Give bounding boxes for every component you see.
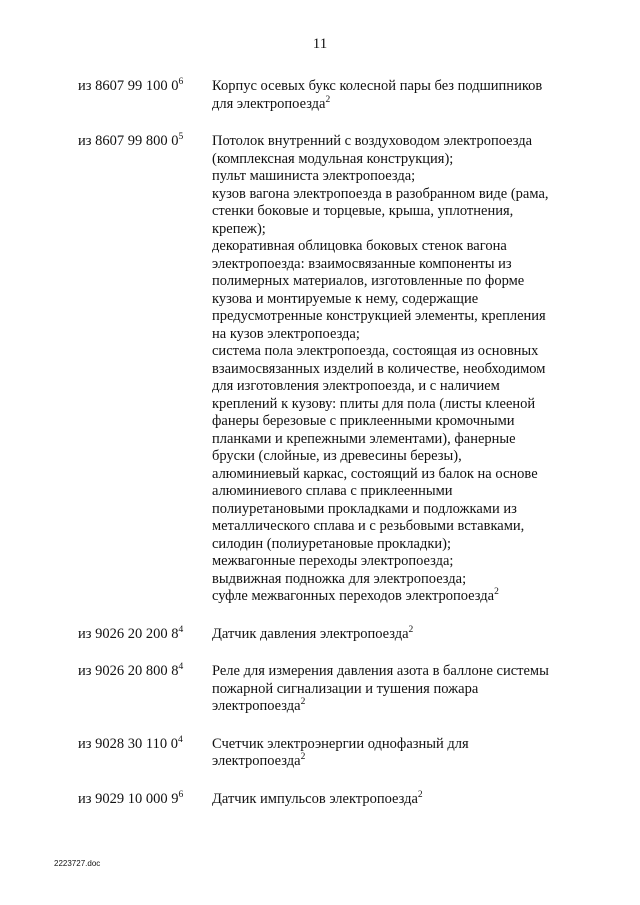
tariff-code: [78, 736, 212, 771]
description-line: [212, 361, 558, 379]
description-line-text: алюминиевый каркас, состоящий из балок на основе: [212, 465, 538, 482]
tariff-entry: [78, 736, 558, 771]
description-line: [212, 448, 558, 466]
description-line: [212, 753, 558, 771]
description-line-text: фанеры березовые с приклеенными кромочными: [212, 413, 515, 429]
description-line-text: креплений к кузову: плиты для пола (листы клееной: [212, 395, 536, 412]
tariff-code-list: [78, 78, 558, 828]
tariff-entry: [78, 663, 558, 716]
description-line-text: Реле для измерения давления азота в баллоне системы: [212, 663, 549, 679]
description-line: [212, 698, 558, 716]
description-line-text: на кузов электропоезда;: [212, 325, 360, 342]
goods-description: [212, 663, 558, 716]
description-line-text: выдвижная подножка для электропоезда;: [212, 570, 467, 587]
tariff-entry: [78, 791, 558, 809]
description-line-text: планками и крепежными элементами), фанерные: [212, 430, 516, 447]
description-line: [212, 291, 558, 309]
description-line: [212, 133, 558, 151]
tariff-code: [78, 791, 212, 809]
tariff-entry: [78, 78, 558, 113]
description-line: [212, 626, 558, 644]
code-footnote-mark: 6: [178, 77, 184, 87]
description-line-text: стенки боковые и торцевые, крыша, уплотнения,: [212, 203, 514, 219]
description-line-text: алюминиевого сплава с приклеенными: [212, 483, 453, 499]
description-line-text: электропоезда: [212, 698, 301, 714]
page-number: 11: [312, 36, 328, 52]
description-line-text: суфле межвагонных переходов электропоезда: [212, 588, 495, 604]
description-line: [212, 791, 558, 809]
description-line-text: электропоезда: [212, 753, 301, 769]
description-line-text: кузов вагона электропоезда в разобранном виде (рама,: [212, 185, 549, 202]
code-footnote-mark: 4: [177, 734, 183, 745]
tariff-code: [78, 78, 212, 113]
description-line: [212, 203, 558, 221]
description-line: [212, 238, 558, 256]
description-line: [212, 663, 558, 681]
description-line-text: кузова и монтируемые к нему, содержащие: [212, 290, 479, 307]
description-line-text: межвагонные переходы электропоезда;: [212, 553, 454, 569]
document-filename: 2223727.doc: [54, 859, 101, 868]
description-line: [212, 151, 558, 169]
tariff-entry: [78, 133, 558, 606]
description-line-text: Счетчик электроэнергии однофазный для: [212, 735, 469, 752]
description-line: [212, 343, 558, 361]
description-line: [212, 168, 558, 186]
description-line-text: декоративная облицовка боковых стенок вагона: [212, 238, 507, 254]
description-line-text: предусмотренные конструкцией элементы, крепления: [212, 308, 546, 324]
description-line-text: для электропоезда: [212, 95, 326, 112]
goods-description: [212, 791, 558, 809]
description-line: [212, 681, 558, 699]
description-line: [212, 588, 558, 606]
description-line: [212, 96, 558, 114]
tariff-code-text: из 9028 30 110 0: [78, 735, 178, 752]
description-footnote-mark: 2: [300, 697, 306, 707]
description-footnote-mark: 2: [300, 752, 306, 762]
description-line: [212, 326, 558, 344]
description-footnote-mark: 2: [417, 789, 423, 800]
description-line: [212, 536, 558, 554]
description-line: [212, 466, 558, 484]
description-line: [212, 396, 558, 414]
description-footnote-mark: 2: [494, 587, 499, 597]
tariff-code-text: из 9026 20 200 8: [78, 625, 179, 642]
tariff-code-text: из 9029 10 000 9: [78, 790, 179, 807]
description-line: [212, 186, 558, 204]
tariff-code-text: из 8607 99 100 0: [78, 78, 179, 94]
description-line: [212, 518, 558, 536]
tariff-code: [78, 133, 212, 606]
description-line-text: Датчик импульсов электропоезда: [212, 790, 418, 807]
description-line: [212, 256, 558, 274]
code-footnote-mark: 5: [178, 132, 184, 142]
code-footnote-mark: 4: [178, 662, 184, 672]
description-line: [212, 378, 558, 396]
description-footnote-mark: 2: [408, 624, 414, 635]
goods-description: [212, 133, 558, 606]
description-line: [212, 308, 558, 326]
description-line: [212, 78, 558, 96]
description-line-text: Датчик давления электропоезда: [212, 625, 409, 642]
description-line: [212, 413, 558, 431]
description-line-text: металлического сплава и с резьбовыми вставками,: [212, 518, 525, 534]
description-line: [212, 736, 558, 754]
description-line-text: пожарной сигнализации и тушения пожара: [212, 680, 479, 697]
description-line-text: для изготовления электропоезда, и с наличием: [212, 378, 500, 394]
tariff-code-text: из 9026 20 800 8: [78, 663, 179, 679]
description-line-text: бруски (слойные, из древесины березы),: [212, 448, 462, 464]
description-line-text: система пола электропоезда, состоящая из основных: [212, 343, 539, 359]
tariff-code: [78, 663, 212, 716]
description-line-text: силодин (полиуретановые прокладки);: [212, 535, 451, 552]
description-line: [212, 501, 558, 519]
description-line-text: взаимосвязанных изделий в количестве, необходимом: [212, 360, 546, 377]
tariff-entry: [78, 626, 558, 644]
code-footnote-mark: 6: [178, 789, 184, 800]
description-line: [212, 553, 558, 571]
description-line-text: Потолок внутренний с воздуховодом электропоезда: [212, 133, 533, 149]
description-line-text: (комплексная модульная конструкция);: [212, 150, 454, 167]
description-line-text: полиуретановыми прокладками и подложками из: [212, 500, 517, 517]
description-line-text: пульт машиниста электропоезда;: [212, 168, 416, 184]
description-footnote-mark: 2: [325, 94, 331, 105]
description-line: [212, 273, 558, 291]
goods-description: [212, 626, 558, 644]
description-line-text: крепеж);: [212, 220, 266, 237]
description-line: [212, 221, 558, 239]
tariff-code: [78, 626, 212, 644]
tariff-code-text: из 8607 99 800 0: [78, 133, 179, 149]
description-line: [212, 571, 558, 589]
code-footnote-mark: 4: [178, 624, 184, 635]
description-line: [212, 483, 558, 501]
goods-description: [212, 78, 558, 113]
description-line-text: Корпус осевых букс колесной пары без подшипников: [212, 78, 543, 94]
description-line-text: электропоезда: взаимосвязанные компоненты из: [212, 255, 512, 272]
description-line: [212, 431, 558, 449]
goods-description: [212, 736, 558, 771]
description-line-text: полимерных материалов, изготовленные по форме: [212, 273, 525, 289]
